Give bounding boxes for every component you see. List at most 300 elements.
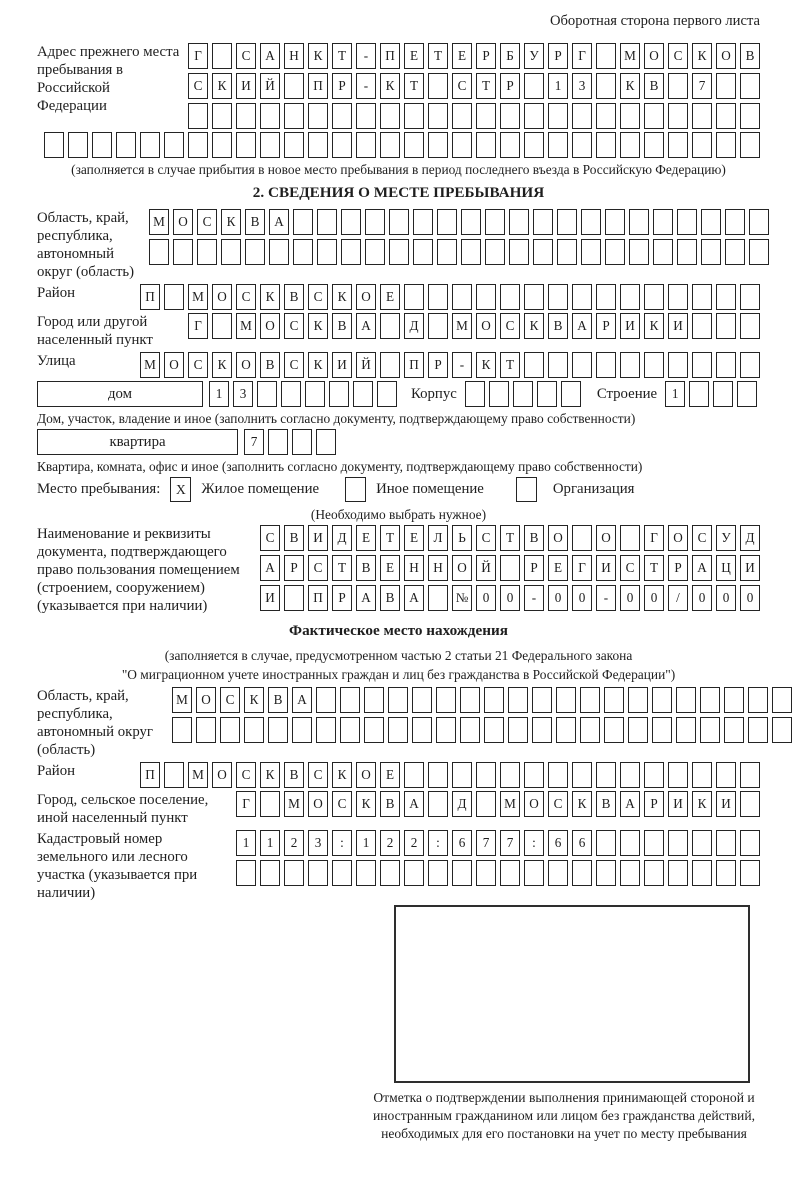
char-cell: К [620,73,640,99]
char-cell: - [356,43,376,69]
district-row [140,284,760,310]
char-cell [629,209,649,235]
char-cell [437,209,457,235]
char-cell [236,103,256,129]
char-cell: М [188,284,208,310]
char-cell: Н [284,43,304,69]
char-cell [164,762,184,788]
char-cell [293,239,313,265]
street-row [140,352,760,378]
house-kind-box: дом [37,381,203,407]
char-cell [724,687,744,713]
char-cell: И [236,73,256,99]
char-cell: М [284,791,304,817]
char-cell [476,103,496,129]
char-cell: С [476,525,496,551]
title-doc-block [37,525,760,615]
char-cell [749,209,769,235]
char-cell [653,239,673,265]
char-cell: К [260,284,280,310]
back-side-header: Оборотная сторона первого листа [549,13,760,29]
char-cell: В [356,555,376,581]
char-cell [364,687,384,713]
char-cell: В [332,313,352,339]
char-cell [596,860,616,886]
char-cell [260,860,280,886]
char-cell [284,860,304,886]
char-cell [689,381,709,407]
char-cell [212,43,232,69]
char-cell: У [524,43,544,69]
char-cell [581,239,601,265]
char-cell [332,132,352,158]
actual-place-title: Фактическое место нахождения [289,622,508,639]
char-cell: О [524,791,544,817]
char-cell [572,525,592,551]
char-cell: М [500,791,520,817]
char-cell: Д [452,791,472,817]
char-cell: О [716,43,736,69]
char-cell: 1 [356,830,376,856]
char-cell [644,762,664,788]
char-cell: И [668,791,688,817]
char-cell [644,860,664,886]
char-cell: К [212,73,232,99]
char-cell [260,103,280,129]
char-cell: В [245,209,265,235]
char-cell [644,132,664,158]
region-row-2 [149,239,769,265]
char-cell [476,791,496,817]
char-cell [740,73,760,99]
char-cell: - [524,585,544,611]
char-cell [652,717,672,743]
actual-district-row [140,762,760,788]
char-cell [437,239,457,265]
char-cell: Н [404,555,424,581]
char-cell: К [524,313,544,339]
char-cell [677,209,697,235]
stay-place-row [37,477,760,502]
char-cell [164,132,184,158]
char-cell [436,717,456,743]
char-cell: 0 [620,585,640,611]
prev-address-label: Адрес прежнего места пребывания в Российской Федерации [37,44,180,114]
char-cell [341,209,361,235]
char-cell [484,717,504,743]
stamp-box [394,905,750,1083]
char-cell: М [188,762,208,788]
char-cell [164,284,184,310]
prev-address-overflow-row-wrap [37,132,760,158]
char-cell: Т [500,525,520,551]
char-cell [509,209,529,235]
char-cell [572,103,592,129]
prev-address-row-2 [188,73,760,99]
char-cell [365,209,385,235]
apartment-cells [244,429,336,455]
char-cell [644,830,664,856]
char-cell [428,585,448,611]
char-cell [452,132,472,158]
char-cell [461,239,481,265]
char-cell: Р [476,43,496,69]
char-cell [572,860,592,886]
house-number-cells [209,381,397,407]
char-cell: В [380,791,400,817]
char-cell [668,284,688,310]
char-cell [620,103,640,129]
char-cell [404,284,424,310]
char-cell [257,381,277,407]
char-cell [725,239,745,265]
prev-address-block [37,43,760,129]
char-cell: : [428,830,448,856]
char-cell: В [644,73,664,99]
char-cell [548,762,568,788]
char-cell: С [692,525,712,551]
char-cell [653,209,673,235]
char-cell: А [269,209,289,235]
stroenie-label: Строение [596,385,658,402]
char-cell: В [596,791,616,817]
char-cell: К [692,43,712,69]
char-cell: А [620,791,640,817]
char-cell [281,381,301,407]
char-cell: 0 [572,585,592,611]
char-cell: К [644,313,664,339]
char-cell [140,132,160,158]
char-cell [317,239,337,265]
settlement-row [236,791,760,817]
char-cell [260,791,280,817]
char-cell: / [668,585,688,611]
actual-region-row-2 [172,717,792,743]
char-cell [489,381,509,407]
char-cell [740,860,760,886]
char-cell [677,239,697,265]
region-label: Область, край, республика, автономный округ (область) [37,210,135,280]
char-cell [380,352,400,378]
char-cell: Е [404,43,424,69]
char-cell [44,132,64,158]
char-cell: А [260,43,280,69]
char-cell: И [332,352,352,378]
char-cell: С [548,791,568,817]
checkbox-zhiloe: X [170,477,191,502]
char-cell: А [260,555,280,581]
char-cell: 0 [716,585,736,611]
char-cell [412,687,432,713]
char-cell [524,860,544,886]
option-inoe-label: Иное помещение [376,481,484,497]
char-cell: О [476,313,496,339]
char-cell [596,73,616,99]
char-cell [461,209,481,235]
char-cell [524,73,544,99]
char-cell [172,717,192,743]
char-cell: Е [548,555,568,581]
char-cell: 1 [236,830,256,856]
char-cell: 7 [244,429,264,455]
char-cell [116,132,136,158]
char-cell: Т [332,43,352,69]
district-block [37,284,760,310]
char-cell: И [668,313,688,339]
option-org-label: Организация [552,481,635,497]
char-cell [149,239,169,265]
char-cell [561,381,581,407]
char-cell: П [404,352,424,378]
char-cell: К [260,762,280,788]
char-cell [692,762,712,788]
char-cell [316,717,336,743]
apartment-row [37,429,760,455]
char-cell [452,284,472,310]
char-cell: В [268,687,288,713]
char-cell [604,687,624,713]
char-cell [772,717,792,743]
char-cell: В [284,284,304,310]
char-cell: № [452,585,472,611]
char-cell [428,313,448,339]
char-cell: Р [332,73,352,99]
char-cell: О [212,762,232,788]
char-cell: Т [380,525,400,551]
char-cell: 0 [644,585,664,611]
char-cell: О [596,525,616,551]
char-cell [221,239,241,265]
char-cell: : [332,830,352,856]
char-cell: : [524,830,544,856]
char-cell [269,239,289,265]
char-cell: Ц [716,555,736,581]
char-cell [316,687,336,713]
char-cell: С [452,73,472,99]
char-cell [740,762,760,788]
char-cell: - [596,585,616,611]
char-cell: С [308,555,328,581]
char-cell [268,717,288,743]
korpus-label: Корпус [411,385,457,402]
cadastral-block [37,830,760,902]
char-cell [629,239,649,265]
stroenie-cells [665,381,757,407]
char-cell: Б [500,43,520,69]
char-cell [748,717,768,743]
char-cell: В [548,313,568,339]
char-cell [364,717,384,743]
char-cell [740,132,760,158]
char-cell [365,239,385,265]
char-cell: К [244,687,264,713]
char-cell: У [716,525,736,551]
char-cell: Р [596,313,616,339]
char-cell: Т [644,555,664,581]
char-cell [428,860,448,886]
char-cell [604,717,624,743]
char-cell: С [308,284,328,310]
char-cell [500,103,520,129]
apartment-kind-box: квартира [37,429,238,455]
char-cell [737,381,757,407]
char-cell: Р [332,585,352,611]
char-cell: В [260,352,280,378]
char-cell [292,717,312,743]
char-cell [388,687,408,713]
char-cell [308,132,328,158]
char-cell [628,687,648,713]
char-cell [533,209,553,235]
char-cell [772,687,792,713]
char-cell [380,132,400,158]
char-cell [404,860,424,886]
char-cell [260,132,280,158]
char-cell [356,132,376,158]
char-cell [377,381,397,407]
char-cell [692,313,712,339]
char-cell [724,717,744,743]
char-cell: А [404,791,424,817]
char-cell [572,284,592,310]
char-cell [716,830,736,856]
char-cell [716,352,736,378]
char-cell [284,103,304,129]
region-row-1 [149,209,769,235]
char-cell [548,860,568,886]
stamp-note: Отметка о подтверждении выполнения принимающей стороной и иностранным гражданином или лицом без гражданства действий, необходимых для его постановки на учет по месту пребывания [373,1090,755,1141]
char-cell [596,352,616,378]
char-cell [508,717,528,743]
char-cell [701,209,721,235]
char-cell [532,687,552,713]
char-cell [716,284,736,310]
char-cell: Р [548,43,568,69]
char-cell: 1 [209,381,229,407]
char-cell [668,830,688,856]
char-cell: Г [644,525,664,551]
char-cell [68,132,88,158]
title-doc-row-1 [260,525,760,551]
char-cell [725,209,745,235]
char-cell [340,717,360,743]
char-cell: 3 [233,381,253,407]
char-cell: Й [260,73,280,99]
title-doc-row-2 [260,555,760,581]
char-cell: С [188,73,208,99]
char-cell: К [212,352,232,378]
prev-address-row-3 [188,103,760,129]
char-cell [668,132,688,158]
char-cell [428,762,448,788]
char-cell [284,132,304,158]
char-cell [380,103,400,129]
char-cell: Е [452,43,472,69]
char-cell [465,381,485,407]
char-cell: 1 [548,73,568,99]
char-cell [620,762,640,788]
char-cell: С [308,762,328,788]
char-cell [740,791,760,817]
char-cell: В [524,525,544,551]
char-cell [316,429,336,455]
actual-place-note-2: "О миграционном учете иностранных граждан и лиц без гражданства в Российской Федерации") [121,667,676,682]
char-cell: 2 [380,830,400,856]
char-cell: С [500,313,520,339]
char-cell [620,525,640,551]
char-cell [476,762,496,788]
char-cell [548,352,568,378]
char-cell [332,103,352,129]
char-cell: 7 [476,830,496,856]
char-cell: П [380,43,400,69]
char-cell: Е [380,555,400,581]
char-cell: 2 [284,830,304,856]
char-cell: О [356,762,376,788]
char-cell: Е [404,525,424,551]
char-cell [668,860,688,886]
char-cell [305,381,325,407]
char-cell [460,717,480,743]
char-cell: А [692,555,712,581]
char-cell [341,239,361,265]
char-cell [580,717,600,743]
char-cell [605,209,625,235]
char-cell [533,239,553,265]
char-cell [524,103,544,129]
char-cell: К [308,352,328,378]
city-row [188,313,760,339]
char-cell: 7 [692,73,712,99]
checkbox-org [516,477,537,502]
char-cell [580,687,600,713]
char-cell: Р [644,791,664,817]
char-cell: Р [524,555,544,581]
char-cell [676,717,696,743]
char-cell: Т [404,73,424,99]
char-cell: В [284,762,304,788]
char-cell [173,239,193,265]
settlement-block [37,791,760,827]
char-cell: - [452,352,472,378]
char-cell [548,284,568,310]
char-cell: О [308,791,328,817]
char-cell: 0 [548,585,568,611]
char-cell [308,860,328,886]
char-cell: А [292,687,312,713]
char-cell: О [164,352,184,378]
city-block [37,313,760,349]
char-cell [524,762,544,788]
char-cell [668,352,688,378]
char-cell [572,132,592,158]
char-cell: 2 [404,830,424,856]
char-cell [380,860,400,886]
char-cell [413,239,433,265]
char-cell [356,103,376,129]
char-cell: О [548,525,568,551]
char-cell: А [356,585,376,611]
char-cell: 0 [500,585,520,611]
char-cell [476,860,496,886]
char-cell: А [572,313,592,339]
char-cell [404,132,424,158]
char-cell: 0 [476,585,496,611]
char-cell [740,352,760,378]
char-cell [620,830,640,856]
title-doc-label: Наименование и реквизиты документа, подтверждающего право пользования помещением (строением, сооружением) (указывается при наличии) [37,526,240,614]
char-cell: С [236,762,256,788]
